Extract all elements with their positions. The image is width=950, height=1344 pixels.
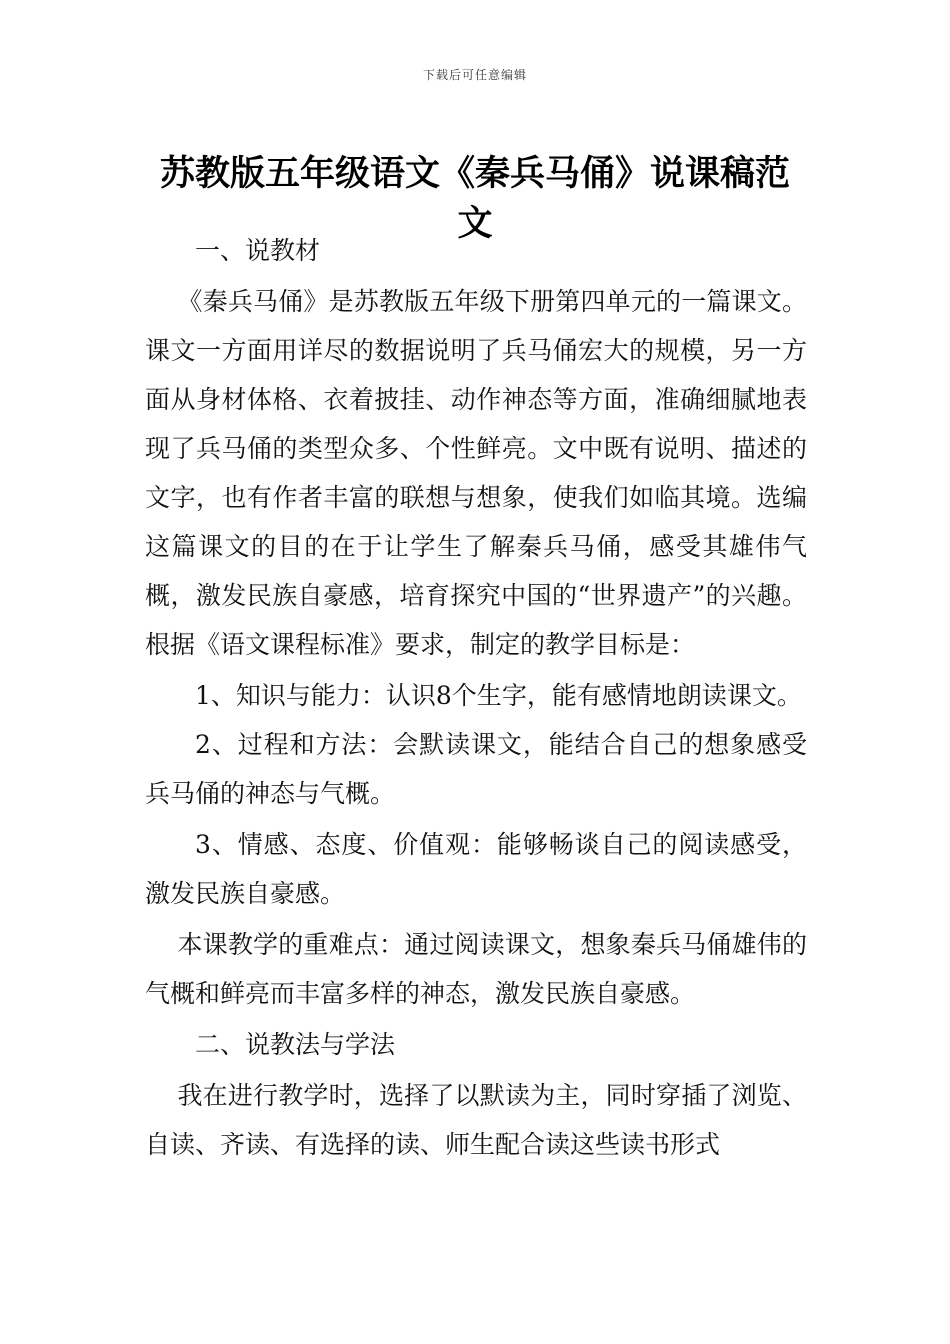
paragraph-textbook: 《秦兵马俑》是苏教版五年级下册第四单元的一篇课文。课文一方面用详尽的数据说明了兵马俑宏大的规模，另一方面从身材体格、衣着披挂、动作神态等方面，准确细腻地表现了兵马俑的类型众多、个性鲜亮。文中既有说明、描述的文字，也有作者丰富的联想与想象，使我们如临其境。选编这篇课文的目的在于让学生了解秦兵马俑，感受其雄伟气概，激发民族自豪感，培育探究中国的“世界遗产”的兴趣。根据《语文课程标准》要求，制定的教学目标是： [145,287,807,659]
document-body [145,226,807,1169]
goal-item-3: 3、情感、态度、价值观：能够畅谈自己的阅读感受，激发民族自豪感。 [145,830,807,908]
goal-item-1: 1、知识与能力：认识8个生字，能有感情地朗读课文。 [195,681,802,710]
goal-item-2: 2、过程和方法：会默读课文，能结合自己的想象感受兵马俑的神态与气概。 [145,730,807,808]
paragraph-key-points: 本课教学的重难点：通过阅读课文，想象秦兵马俑雄伟的气概和鲜亮而丰富多样的神态，激发民族自豪感。 [145,930,807,1008]
document-title: 苏教版五年级语文《秦兵马俑》说课稿范文 [159,154,790,245]
section-heading-2: 二、说教法与学法 [195,1030,396,1059]
paragraph-methods: 我在进行教学时，选择了以默读为主，同时穿插了浏览、自读、齐读、有选择的读、师生配合读这些读书形式 [145,1081,807,1159]
header-note: 下载后可任意编辑 [422,68,527,82]
section-heading-1: 一、说教材 [195,236,321,265]
